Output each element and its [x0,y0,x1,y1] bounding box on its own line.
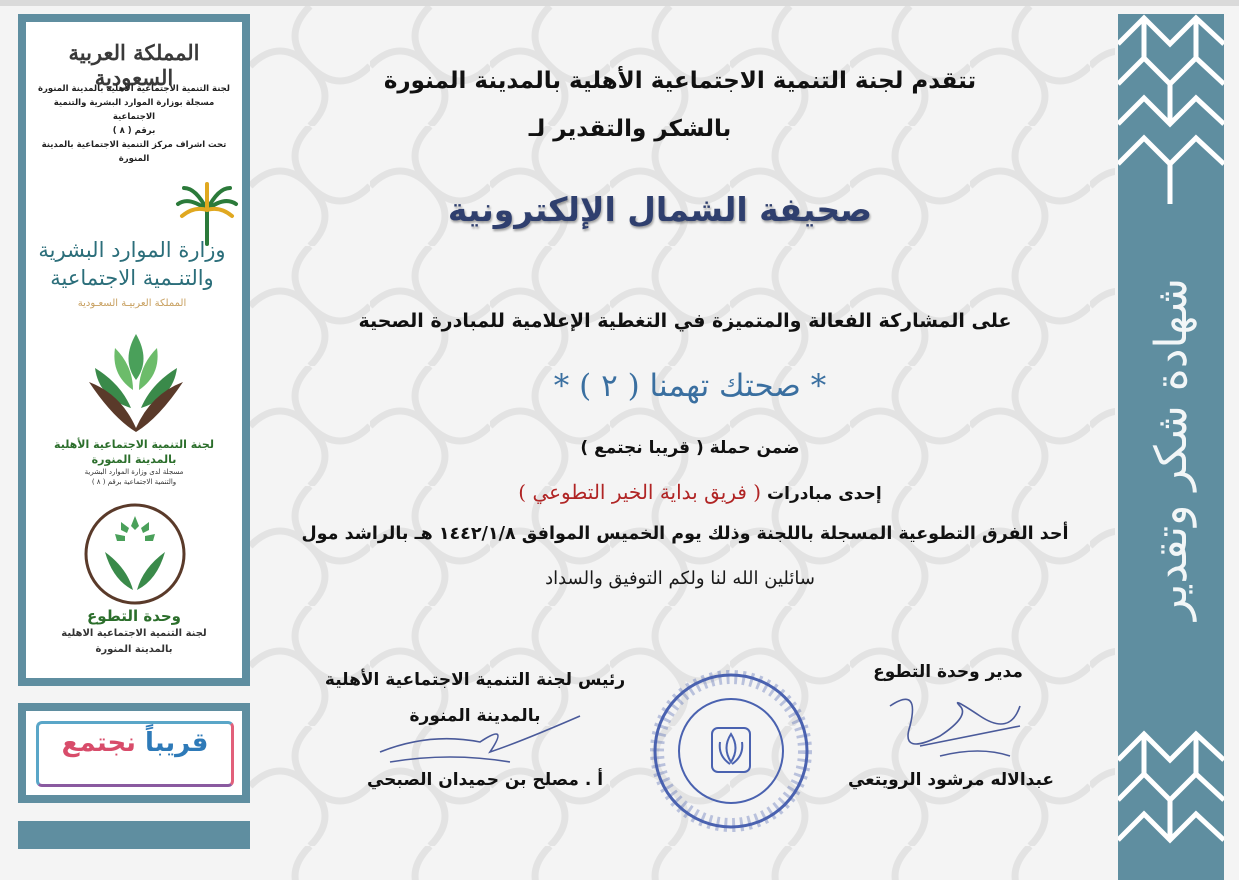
campaign-logo-text [39,728,231,758]
ministry-line: وزارة الموارد البشرية [38,238,226,262]
org-line: برقم ( ٨ ) [112,126,156,136]
committee-leaf-logo [81,320,191,432]
signature-right [880,686,1030,766]
team-prefix: إحدى مبادرات [767,484,882,504]
bottom-color-strip [18,821,250,849]
ministry-name [26,236,238,292]
certificate-calligraphy [1118,214,1224,684]
signatory-title-line: بالمدينة المنورة [409,706,541,726]
calligraphy-text: شهادة شكر وتقدير [1145,278,1197,620]
unit-title: وحدة التطوع [86,607,182,625]
signatory-name-right: عبدالاله مرشود الرويتعي [847,770,1055,790]
campaign-word-soon: قريباً [145,728,209,758]
campaign-logo-box [18,703,250,803]
sidebar-panel [26,22,242,678]
thanks-line: بالشكر والتقدير لـ [528,116,732,142]
ministry-country: المملكة العربيـة السعـودية [77,298,187,309]
initiative-name: * صحتك تهمنا ( ٢ ) * [553,368,827,404]
geometric-pattern-top [1118,14,1224,214]
committee-info [26,437,242,487]
signature-left [370,712,590,772]
campaign-logo-panel [26,711,242,795]
recipient-name: صحيفة الشمال الإلكترونية [447,190,873,229]
team-line [430,480,970,504]
official-stamp [650,670,812,832]
right-decorative-strip [1118,14,1224,880]
org-line: مسجلة بوزارة الموارد البشرية والتنمية الاجتماعية [53,98,215,122]
signatory-title-right: مدير وحدة التطوع [873,662,1023,682]
org-line: تحت اشراف مركز التنمية الاجتماعية بالمدينة المنورة [41,140,227,164]
unit-line: لجنة التنمية الاجتماعية الاهلية [61,628,207,639]
closing-prayer: سائلين الله لنا ولكم التوفيق والسداد [545,568,815,589]
volunteer-unit-info [26,606,242,658]
campaign-word-meet: نجتمع [61,728,136,758]
org-line: لجنة التنمية الاجتماعية الأهلية بالمدينة المنورة [37,84,230,94]
committee-line: بالمدينة المنورة [91,453,177,466]
campaign-line: ضمن حملة ( قريبا نجتمع ) [580,438,800,458]
left-sidebar [18,14,250,686]
signatory-name-left: أ . مصلح بن حميدان الصبحي [366,770,604,790]
committee-line: لجنة التنمية الاجتماعية الأهلية [54,438,214,451]
event-details-line: أحد الفرق التطوعية المسجلة باللجنة وذلك يوم الخميس الموافق ١٤٤٢/١/٨ هـ بالراشد مول [301,524,1069,544]
geometric-pattern-bottom [1118,730,1224,880]
unit-line: بالمدينة المنورة [95,644,173,655]
ksa-calligraphy-logo: المملكة العربية السعودية [68,40,200,90]
campaign-logo-frame [36,721,234,787]
intro-line: تتقدم لجنة التنمية الاجتماعية الأهلية بالمدينة المنورة [383,68,977,94]
committee-line: مسجلة لدى وزارة الموارد البشرية [84,468,184,476]
committee-line: والتنمية الاجتماعية برقم ( ٨ ) [91,478,177,486]
volunteer-unit-logo [83,502,187,606]
ministry-line: والتنـمية الاجتماعية [50,266,214,290]
organization-info [32,82,236,166]
reason-line: على المشاركة الفعالة والمتميزة في التغطية الإعلامية للمبادرة الصحية [358,310,1012,332]
signatory-title-line: رئيس لجنة التنمية الاجتماعية الأهلية [324,670,626,690]
team-name: ( فريق بداية الخير التطوعي ) [518,480,762,504]
